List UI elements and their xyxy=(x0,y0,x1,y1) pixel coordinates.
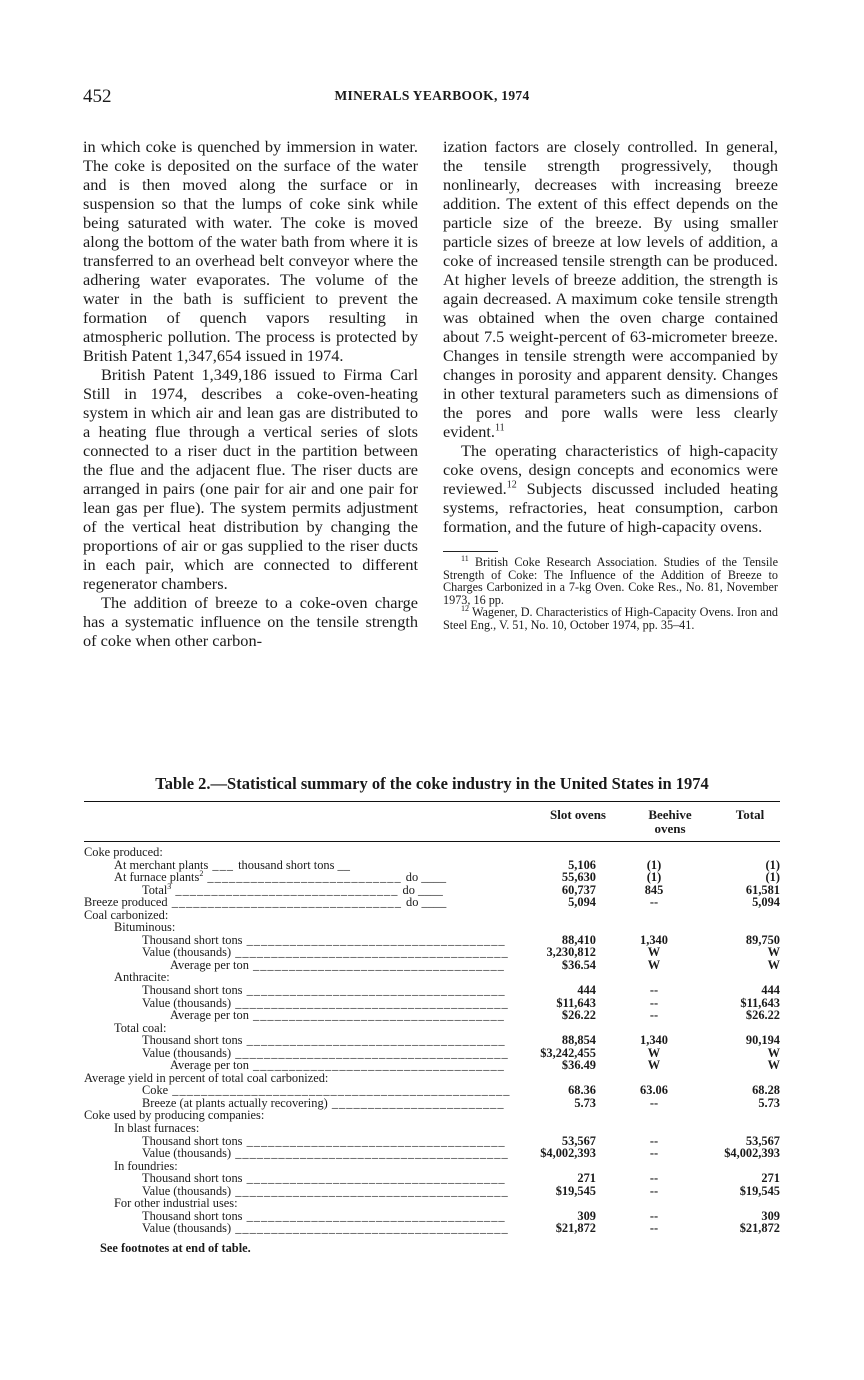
row-label: Thousand short tons ____________________________________ xyxy=(142,1033,506,1048)
table-cell: 5.73 xyxy=(574,1095,596,1110)
row-label: In foundries: xyxy=(114,1158,178,1173)
table-cell: -- xyxy=(649,1208,659,1223)
column-header-slot-ovens: Slot ovens xyxy=(550,807,606,822)
table-row xyxy=(84,896,780,909)
table-cell: 68.28 xyxy=(752,1083,780,1098)
table-cell: $26.22 xyxy=(561,1008,596,1023)
table-top-rule xyxy=(84,801,780,802)
table-header-rule xyxy=(84,841,780,842)
table-cell: 444 xyxy=(577,983,596,998)
table-cell: W xyxy=(767,957,780,972)
table-cell: $19,545 xyxy=(739,1183,780,1198)
table-cell: W xyxy=(647,1058,661,1073)
table-cell: W xyxy=(767,1045,780,1060)
row-label: Value (thousands) ______________________________________ xyxy=(142,945,509,960)
row-label: Value (thousands) ______________________________________ xyxy=(142,1146,509,1161)
table-row xyxy=(84,959,780,972)
row-label: Total coal: xyxy=(114,1020,167,1035)
table-cell: 5,094 xyxy=(752,895,780,910)
table-row xyxy=(84,1147,780,1160)
table-cell: -- xyxy=(649,1008,659,1023)
table-cell: -- xyxy=(649,1146,659,1161)
table-cell: 88,854 xyxy=(561,1033,596,1048)
row-label: Average yield in percent of total coal carbonized: xyxy=(84,1070,329,1085)
footnote-ref: 12 xyxy=(506,479,517,491)
row-label: At merchant plants ___ thousand short tons __ xyxy=(114,857,350,872)
table-cell: 90,194 xyxy=(745,1033,780,1048)
table-title: Table 2.—Statistical summary of the coke industry in the United States in 1974 xyxy=(155,774,709,793)
table-note: See footnotes at end of table. xyxy=(100,1241,251,1255)
table-cell: 5.73 xyxy=(758,1095,780,1110)
table-cell: 3,230,812 xyxy=(546,945,596,960)
paragraph: The operating characteristics of high-capacity coke ovens, design concepts and economics were reviewed.$^{12}$ Subjects discussed included heating systems, refractories, heat consumption, carbon formation, and the future of high-capacity ovens. xyxy=(443,441,778,536)
table-cell: 271 xyxy=(577,1171,596,1186)
table-cell: (1) xyxy=(646,870,662,885)
row-label: Average per ton ___________________________________ xyxy=(170,1058,505,1073)
table-cell: $21,872 xyxy=(739,1221,780,1236)
table-cell: 63.06 xyxy=(640,1083,668,1098)
row-label: Coke used by producing companies: xyxy=(84,1108,265,1123)
row-label: Thousand short tons ____________________________________ xyxy=(142,983,506,998)
table-cell: W xyxy=(647,945,661,960)
table-cell: W xyxy=(767,945,780,960)
table-cell: 88,410 xyxy=(561,932,596,947)
footnote: $^{11}$ British Coke Research Association. Studies of the Tensile Strength of Coke: The Influence of the Addition of Breeze to Charges Carbonized in a 7-kg Oven. Coke Res., No. 81, November 1973, 16 pp. xyxy=(443,553,778,607)
row-label: Thousand short tons ____________________________________ xyxy=(142,1171,506,1186)
table-cell: W xyxy=(647,1045,661,1060)
table-cell: $3,242,455 xyxy=(540,1045,596,1060)
table-cell: $21,872 xyxy=(555,1221,596,1236)
table-cell: (1) xyxy=(646,857,662,872)
table-cell: 89,750 xyxy=(745,932,780,947)
table-cell: -- xyxy=(649,1183,659,1198)
table-cell: 68.36 xyxy=(568,1083,596,1098)
table-cell: $36.54 xyxy=(561,957,596,972)
table-cell: 1,340 xyxy=(640,1033,668,1048)
row-label: Coal carbonized: xyxy=(84,907,169,922)
table-cell: $11,643 xyxy=(556,995,596,1010)
table-cell: 60,737 xyxy=(561,882,596,897)
paragraph: in which coke is quenched by immersion in water. The coke is deposited on the surface of the water and is then moved along the surface or in suspension so that the lumps of coke sink while being saturated with water. The coke is moved along the bottom of the water bath from where it is transferred to an overhead belt conveyor where the adhering water evaporates. The volume of the water in the bath is sufficient to prevent the formation of quench vapors resulting in atmospheric pollution. The process is protected by British Patent 1,347,654 issued in 1974. xyxy=(83,137,418,365)
table-row xyxy=(84,909,780,922)
table-cell: W xyxy=(767,1058,780,1073)
table-cell: -- xyxy=(649,1095,659,1110)
running-title: MINERALS YEARBOOK, 1974 xyxy=(334,88,530,103)
table-cell: -- xyxy=(649,995,659,1010)
table-cell: 271 xyxy=(761,1171,780,1186)
row-label: Average per ton ___________________________________ xyxy=(170,1008,505,1023)
table-cell: $19,545 xyxy=(555,1183,596,1198)
table-row xyxy=(84,1009,780,1022)
row-label: Breeze (at plants actually recovering) ________________________ xyxy=(142,1095,505,1110)
table-cell: -- xyxy=(649,1171,659,1186)
row-label: Total$^3$ _______________________________ do ____ xyxy=(142,881,443,897)
row-label: Coke _______________________________________________ xyxy=(142,1083,511,1098)
row-label: At furnace plants$^2$ ___________________________ do ____ xyxy=(114,868,447,885)
row-label: Value (thousands) ______________________________________ xyxy=(142,1183,509,1198)
row-label: Thousand short tons ____________________________________ xyxy=(142,1133,506,1148)
table-row xyxy=(84,1222,780,1235)
table-cell: 55,630 xyxy=(561,870,596,885)
footnote: $^{12}$ Wagener, D. Characteristics of High-Capacity Ovens. Iron and Steel Eng., V. 51, No. 10, October 1974, pp. 35–41. xyxy=(443,603,779,632)
row-label: Average per ton ___________________________________ xyxy=(170,957,505,972)
table-cell: $4,002,393 xyxy=(724,1146,780,1161)
table-cell: (1) xyxy=(765,870,780,885)
left-column xyxy=(83,137,418,650)
table-cell: 53,567 xyxy=(561,1133,596,1148)
table-cell: 444 xyxy=(761,983,780,998)
table-cell: 61,581 xyxy=(745,882,780,897)
table-cell: W xyxy=(647,957,661,972)
footnote-ref: 11 xyxy=(495,422,505,434)
table-cell: 5,106 xyxy=(568,857,596,872)
row-label: Anthracite: xyxy=(114,970,170,985)
table-cell: $36.49 xyxy=(561,1058,596,1073)
row-label: Bituminous: xyxy=(114,920,176,935)
table-cell: 309 xyxy=(761,1208,780,1223)
row-label: Value (thousands) ______________________________________ xyxy=(142,1221,509,1236)
paragraph: British Patent 1,349,186 issued to Firma Carl Still in 1974, describes a coke-oven-heating system in which air and lean gas are distributed to a heating flue through a vertical series of slots connected to a riser duct in the partition between the flue and the adjacent flue. The riser ducts are arranged in pairs (one pair for air and one pair for lean gas per flue). The system permits adjustment of the vertical heat distribution by changing the proportions of air or gas supplied to the riser ducts in each pair, which are connected to different regenerator chambers. xyxy=(83,365,418,593)
table-cell: -- xyxy=(649,1221,659,1236)
column-header-beehive-ovens: Beehive ovens xyxy=(648,807,692,836)
column-header-total: Total xyxy=(735,807,765,822)
footnote-rule xyxy=(443,551,498,552)
table-cell: 53,567 xyxy=(745,1133,780,1148)
table-cell: $4,002,393 xyxy=(540,1146,596,1161)
page-number: 452 xyxy=(83,86,112,107)
table-body xyxy=(84,846,780,1235)
table-cell: $26.22 xyxy=(745,1008,780,1023)
table-cell: (1) xyxy=(765,857,780,872)
right-column xyxy=(443,137,778,631)
table-cell: -- xyxy=(649,895,659,910)
table-cell: -- xyxy=(649,1133,659,1148)
row-label: In blast furnaces: xyxy=(114,1121,200,1136)
row-label: For other industrial uses: xyxy=(114,1196,238,1211)
row-label: Thousand short tons ____________________________________ xyxy=(142,1208,506,1223)
table-cell: $11,643 xyxy=(740,995,780,1010)
table-cell: 1,340 xyxy=(640,932,668,947)
table-cell: -- xyxy=(649,983,659,998)
row-label: Breeze produced ________________________________ do ____ xyxy=(84,895,447,910)
table-cell: 845 xyxy=(644,882,664,897)
row-label: Coke produced: xyxy=(84,845,163,859)
paragraph: ization factors are closely controlled. In general, the tensile strength progressively, though nonlinearly, decreases with increasing breeze addition. The extent of this effect depends on the particle size of the breeze. By using smaller particle sizes of breeze at low levels of addition, a coke of increased tensile strength can be produced. At higher levels of breeze addition, the strength is again decreased. A maximum coke tensile strength was obtained when the oven charge contained about 7.5 weight-percent of 63-micrometer breeze. Changes in tensile strength were accompanied by changes in porosity and apparent density. Changes in other textural parameters such as dimensions of the pores and pore walls were less clearly evident.$^{11}$ xyxy=(443,137,778,441)
row-label: Value (thousands) ______________________________________ xyxy=(142,1045,509,1060)
row-label: Thousand short tons ____________________________________ xyxy=(142,932,506,947)
row-label: Value (thousands) ______________________________________ xyxy=(142,995,509,1010)
paragraph: The addition of breeze to a coke-oven charge has a systematic influence on the tensile strength of coke when other carbon- xyxy=(83,593,418,650)
table-cell: 5,094 xyxy=(568,895,596,910)
table-cell: 309 xyxy=(577,1208,596,1223)
